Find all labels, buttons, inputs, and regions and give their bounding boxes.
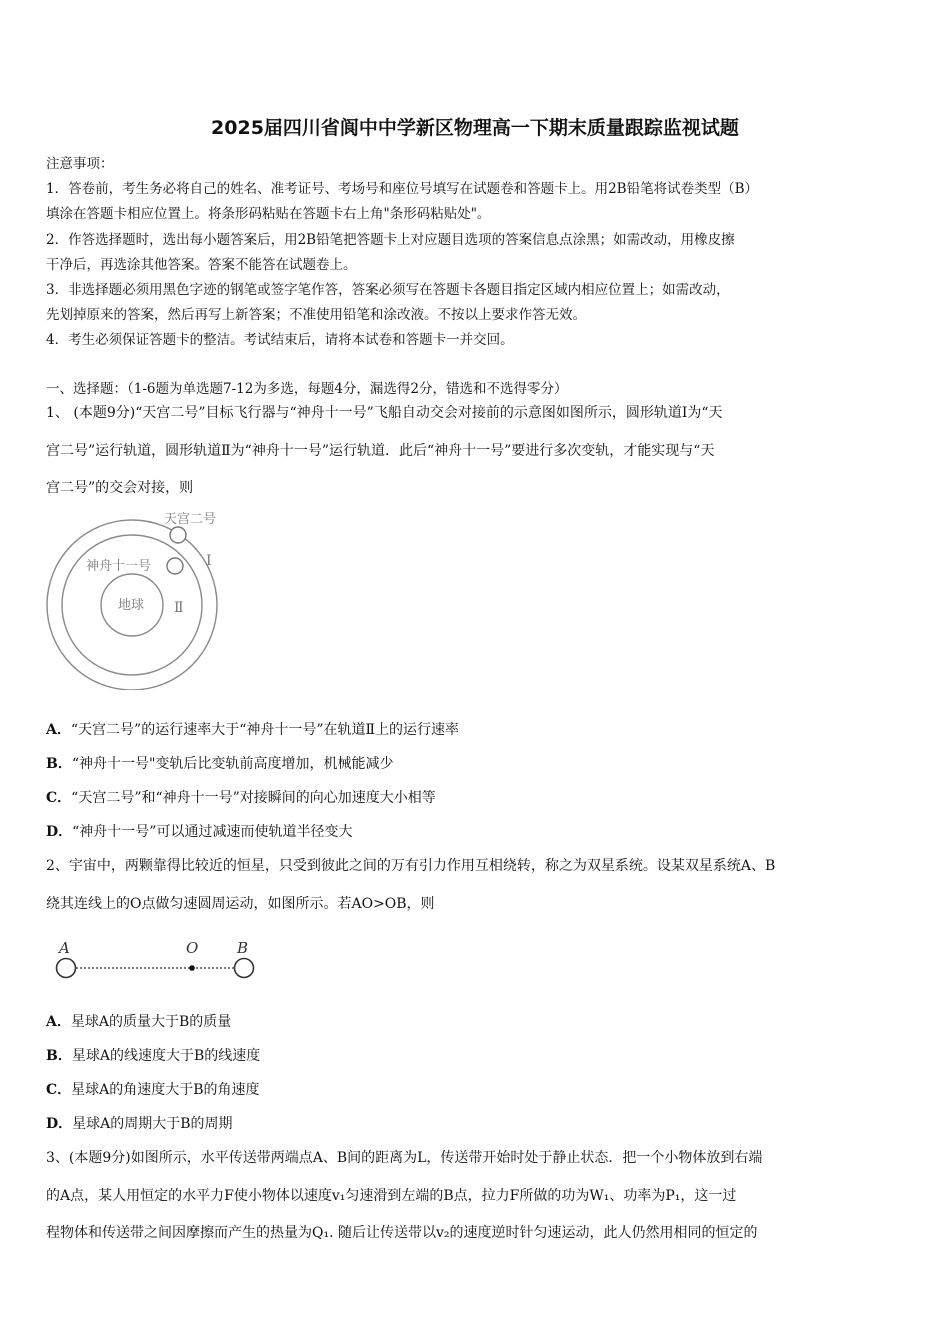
orbit-2-label: Ⅱ bbox=[174, 600, 184, 616]
option-label: D． bbox=[46, 1116, 73, 1132]
q1-stem-line: 1、 (本题9分)“天宫二号”目标飞行器与“神舟十一号”飞船自动交会对接前的示意图如图所示，圆形轨道Ⅰ为“天 bbox=[46, 405, 723, 421]
q3-stem-line: 程物体和传送带之间因摩擦而产生的热量为Q₁. 随后让传送带以v₂的速度逆时针匀速运动，此人仍然用相同的恒定的 bbox=[46, 1225, 758, 1241]
page-title: 2025届四川省阆中中学新区物理高一下期末质量跟踪监视试题 bbox=[211, 117, 739, 139]
star-b-label: B bbox=[237, 939, 249, 957]
center-o-dot bbox=[189, 965, 195, 971]
q1-option-a bbox=[46, 719, 906, 739]
option-text: 星球A的周期大于B的周期 bbox=[72, 1116, 233, 1132]
shenzhou-label: 神舟十一号 bbox=[86, 559, 152, 574]
q2-stem-line: 2、宇宙中，两颗靠得比较近的恒星，只受到彼此之间的万有引力作用互相绕转，称之为双星系统。设某双星系统A、B bbox=[46, 858, 776, 874]
option-label: B． bbox=[46, 756, 72, 772]
option-label: D． bbox=[46, 824, 73, 840]
notice-line: 先划掉原来的答案，然后再写上新答案；不准使用铅笔和涂改液。不按以上要求作答无效。 bbox=[46, 307, 586, 323]
option-text: “神舟十一号”可以通过减速而使轨道半径变大 bbox=[72, 824, 353, 840]
q2-option-a bbox=[46, 1011, 906, 1031]
binary-star-diagram bbox=[50, 936, 265, 984]
option-label: C． bbox=[46, 1082, 72, 1098]
star-a-circle bbox=[57, 959, 76, 978]
notice-line: 3．非选择题必须用黑色字迹的钢笔或签字笔作答，答案必须写在答题卡各题目指定区域内相应位置上；如需改动， bbox=[46, 282, 730, 298]
option-text: 星球A的线速度大于B的线速度 bbox=[71, 1048, 261, 1064]
option-text: “神舟十一号"变轨后比变轨前高度增加，机械能减少 bbox=[71, 756, 394, 772]
option-label: C． bbox=[46, 790, 72, 806]
notice-line: 干净后，再选涂其他答案。答案不能答在试题卷上。 bbox=[46, 257, 357, 273]
q1-option-c bbox=[46, 787, 906, 807]
q1-option-d bbox=[46, 821, 906, 841]
q1-option-b bbox=[46, 753, 906, 773]
option-text: “天宫二号”的运行速率大于“神舟十一号”在轨道Ⅱ上的运行速率 bbox=[70, 722, 460, 738]
option-label: B． bbox=[46, 1048, 72, 1064]
tiangong-marker bbox=[170, 527, 186, 543]
notice-line: 1．答卷前，考生务必将自己的姓名、准考证号、考场号和座位号填写在试题卷和答题卡上。用2B铅笔将试卷类型（B） bbox=[46, 181, 759, 197]
option-text: “天宫二号”和“神舟十一号”对接瞬间的向心加速度大小相等 bbox=[71, 790, 436, 806]
q2-option-d bbox=[46, 1113, 906, 1133]
shenzhou-marker bbox=[167, 558, 183, 574]
option-label: A． bbox=[46, 722, 71, 738]
section-heading: 一、选择题：（1-6题为单选题7-12为多选，每题4分，漏选得2分，错选和不选得零分） bbox=[46, 381, 568, 397]
option-text: 星球A的质量大于B的质量 bbox=[70, 1014, 232, 1030]
notice-line: 2．作答选择题时，选出每小题答案后，用2B铅笔把答题卡上对应题目选项的答案信息点涂黑；如需改动，用橡皮擦 bbox=[46, 232, 735, 248]
star-a-label: A bbox=[59, 939, 70, 957]
option-label: A． bbox=[46, 1014, 71, 1030]
q2-stem-line: 绕其连线上的O点做匀速圆周运动，如图所示。若AO>OB，则 bbox=[46, 896, 435, 912]
q2-option-b bbox=[46, 1045, 906, 1065]
notice-line: 填涂在答题卡相应位置上。将条形码粘贴在答题卡右上角"条形码粘贴处"。 bbox=[46, 206, 491, 222]
orbit-1-label: I bbox=[206, 553, 212, 569]
q1-stem-line: 宫二号”的交会对接，则 bbox=[46, 480, 194, 496]
q1-stem-line: 宫二号”运行轨道，圆形轨道Ⅱ为“神舟十一号”运行轨道．此后“神舟十一号”要进行多次变轨，才能实现与“天 bbox=[46, 443, 715, 459]
center-o-label: O bbox=[186, 939, 199, 957]
star-b-circle bbox=[235, 959, 254, 978]
option-text: 星球A的角速度大于B的角速度 bbox=[71, 1082, 260, 1098]
tiangong-label: 天宫二号 bbox=[164, 512, 217, 527]
q3-stem-line: 3、(本题9分)如图所示，水平传送带两端点A、B间的距离为L，传送带开始时处于静止状态．把一个小物体放到右端 bbox=[46, 1150, 763, 1166]
earth-label: 地球 bbox=[118, 598, 145, 613]
orbit-diagram bbox=[44, 505, 244, 690]
q3-stem-line: 的A点，某人用恒定的水平力F使小物体以速度v₁匀速滑到左端的B点，拉力F所做的功为W₁、功率为P₁，这一过 bbox=[46, 1188, 737, 1204]
notice-line: 4．考生必须保证答题卡的整洁。考试结束后，请将本试卷和答题卡一并交回。 bbox=[46, 332, 514, 348]
q2-option-c bbox=[46, 1079, 906, 1099]
notice-heading: 注意事项： bbox=[46, 156, 114, 172]
